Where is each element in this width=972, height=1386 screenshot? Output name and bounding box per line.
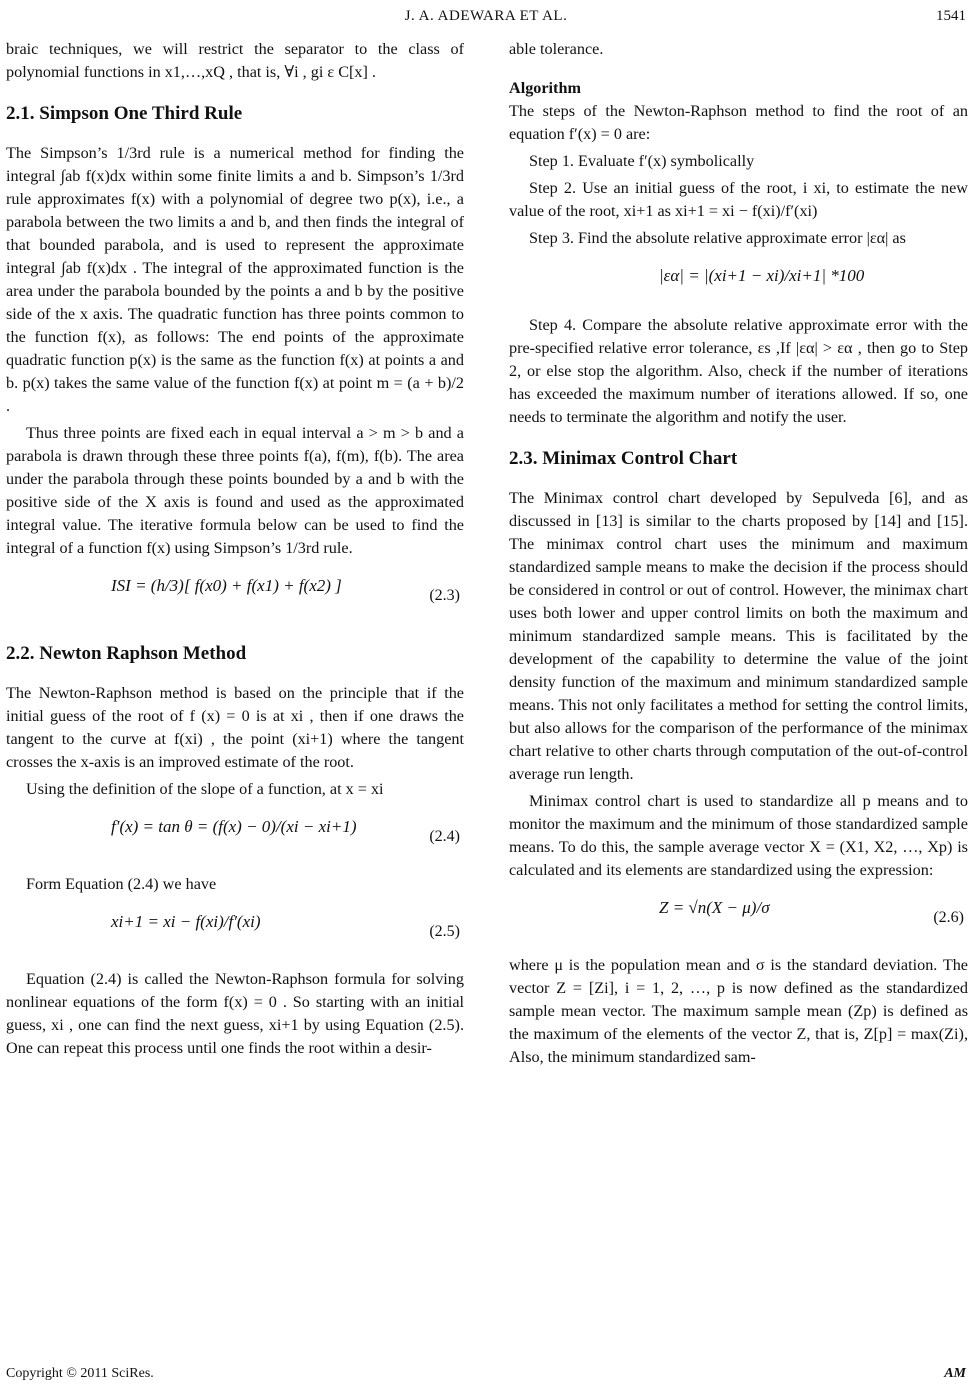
paragraph: Using the definition of the slope of a function, at x = xi [26,780,384,798]
equation-body: f′(x) = tan θ = (f(x) − 0)/(xi − xi+1) [111,817,357,836]
section-heading: 2.1. Simpson One Third Rule [6,103,243,124]
equation-number: (2.6) [933,909,964,926]
algorithm-title: Algorithm [509,79,581,97]
equation-body: |εα| = |(xi+1 − xi)/xi+1| *100 [659,266,865,285]
page-footer [6,1366,966,1382]
equation-number: (2.3) [429,587,460,604]
right-column [509,38,968,1073]
step-4: Step 4. Compare the absolute relative approximate error with the pre-specified relative error tolerance, εs ,If |εα| > εα , then go to Step 2, or else stop the algorithm. Also, check if the number of iterations has exceeded the maximum number of iterations allowed. If so, one needs to terminate the algorithm and notify the user. [509,316,968,426]
paragraph: Minimax control chart is used to standardize all p means and to monitor the maximum and the minimum of those standardized sample means. To do this, the sample average vector X = (X1, X2, …, Xp) is calculated and its elements are standardized using the expression: [509,792,968,879]
paragraph: The Newton-Raphson method is based on the principle that if the initial guess of the root of f (x) = 0 is at xi , then if one draws the tangent to the curve at f(xi) , the point (xi+1) where the tangent crosses the x-axis is an improved estimate of the root. [6,684,464,771]
paragraph: The Simpson’s 1/3rd rule is a numerical method for finding the integral ∫ab f(x)dx within some finite limits a and b. Simpson’s 1/3rd rule approximates f(x) with a polynomial of degree two p(x), i.e., a parabola between the two limits a and b, and then finds the integral of that bounded parabola, and is used to represent the approximate integral ∫ab f(x)dx . The integral of the approximated function is the area under the parabola bounded by the points a and b by the positive side of the x axis. The quadratic function has three points common to the function f(x), as follows: The end points of the approximate quadratic function p(x) is the same as the function f(x) at points a and b. p(x) takes the same value of the function f(x) at point m = (a + b)/2 . [6,144,464,415]
equation-body: Z = √n(X − μ)/σ [659,898,770,917]
equation-number: (2.5) [429,923,460,940]
paragraph: able tolerance. [509,40,604,58]
paragraph: The Minimax control chart developed by Sepulveda [6], and as discussed in [13] is similar to the charts proposed by [14] and [15]. The minimax control chart uses the minimum and maximum standardized sample means to make the decision if the process should be considered in control or out of control. However, the minimax chart uses both lower and upper control limits on both the maximum and minimum standardized sample means. This is facilitated by the development of the capability to determine the value of the joint density function of the maximum and minimum standardized sample means. This not only facilitates a method for setting the control limits, but also allows for the comparison of the performance of the minimax chart relative to other charts through computation of the out-of-control average run length. [509,489,968,783]
step-1: Step 1. Evaluate f′(x) symbolically [529,152,755,170]
left-column [6,38,464,1064]
equation-2-3 [6,568,464,624]
paragraph: where μ is the population mean and σ is the standard deviation. The vector Z = [Zi], i = 1, 2, …, p is now defined as the standardized sample mean vector. The maximum sample mean (Zp) is defined as the maximum of the elements of the vector Z, that is, Z[p] = max(Zi), Also, the minimum standardized sam- [509,956,968,1066]
paragraph: Form Equation (2.4) we have [26,875,217,893]
equation-body: xi+1 = xi − f(xi)/f′(xi) [111,912,261,931]
copyright: Copyright © 2011 SciRes. [6,1366,154,1381]
page-number: 1541 [936,8,966,24]
page-header [0,8,972,32]
equation-error [509,258,968,306]
paragraph: The steps of the Newton-Raphson method to find the root of an equation f′(x) = 0 are: [509,102,968,143]
equation-2-4 [6,809,464,865]
step-2: Step 2. Use an initial guess of the root, i xi, to estimate the new value of the root, xi+1 as xi+1 = xi − f(xi)/f′(xi) [509,179,968,220]
paragraph: braic techniques, we will restrict the separator to the class of polynomial functions in x1,…,xQ , that is, ∀i , gi ε C[x] . [6,40,464,81]
equation-2-5 [6,904,464,960]
paragraph: Thus three points are fixed each in equal interval a > m > b and a parabola is drawn through these three points f(a), f(m), f(b). The area under the parabola through these points bounded by a and b with the positive side of the X axis is found and used as the approximated integral value. The iterative formula below can be used to find the integral of a function f(x) using Simpson’s 1/3rd rule. [6,424,464,557]
paragraph: Equation (2.4) is called the Newton-Raphson formula for solving nonlinear equations of the form f(x) = 0 . So starting with an initial guess, xi , one can find the next guess, xi+1 by using Equation (2.5). One can repeat this process until one finds the root within a desir- [6,970,464,1057]
equation-body: ISI = (h/3)[ f(x0) + f(x1) + f(x2) ] [111,576,342,595]
running-title: J. A. ADEWARA ET AL. [404,8,568,24]
step-3: Step 3. Find the absolute relative approximate error |εα| as [529,229,906,247]
journal-abbrev: AM [944,1366,966,1381]
section-heading: 2.2. Newton Raphson Method [6,643,247,664]
equation-number: (2.4) [429,828,460,845]
section-heading: 2.3. Minimax Control Chart [509,448,738,469]
equation-2-6 [509,890,968,946]
